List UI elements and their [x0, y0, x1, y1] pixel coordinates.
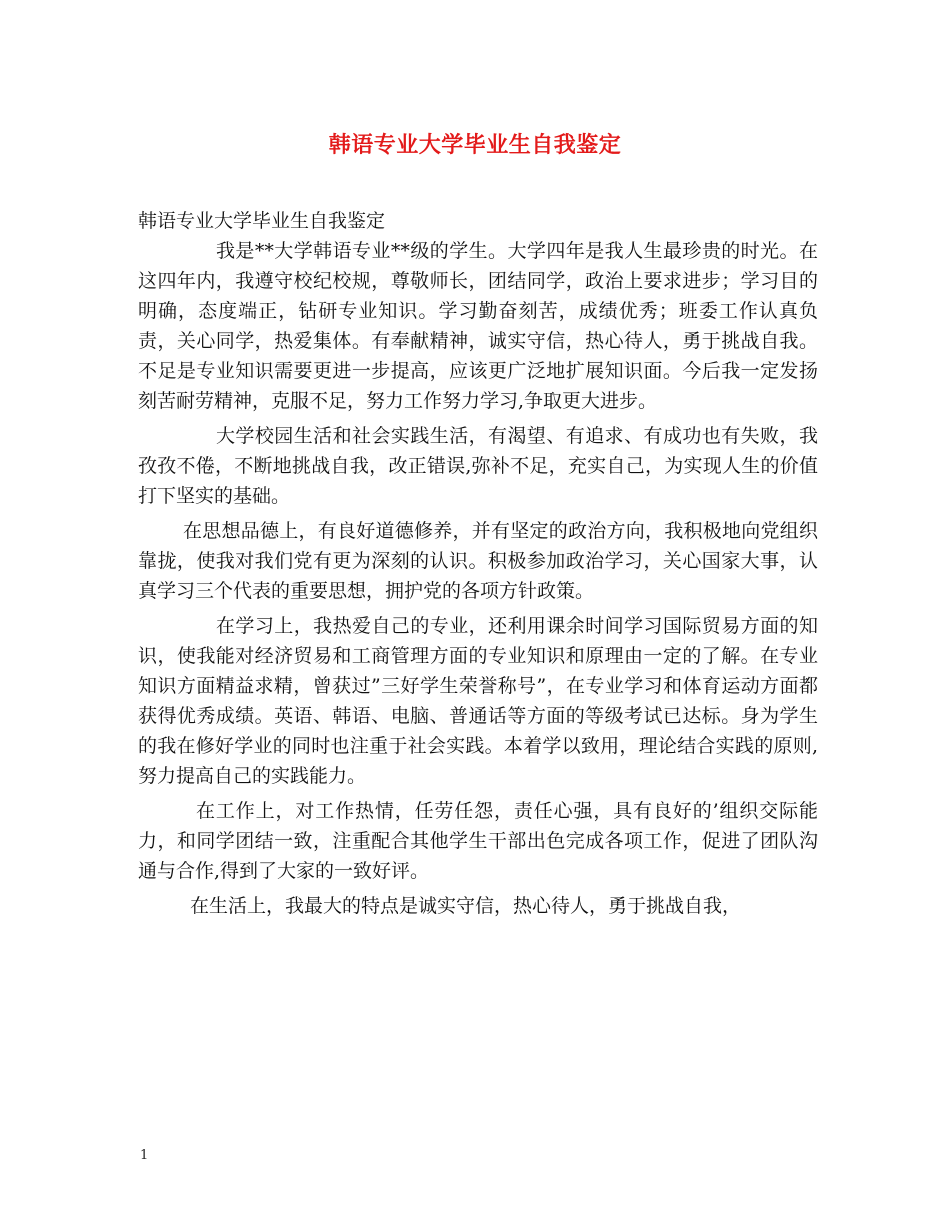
paragraph-morality: 在思想品德上，有良好道德修养，并有坚定的政治方向，我积极地向党组织靠拢，使我对我们党有更为深刻的认识。积极参加政治学习，关心国家大事，认真学习三个代表的重要思想，拥护党的各项方针政策。 [138, 520, 818, 602]
paragraph-intro: 我是**大学韩语专业**级的学生。大学四年是我人生最珍贵的时光。在这四年内，我遵守校纪校规，尊敬师长，团结同学，政治上要求进步；学习目的明确，态度端正，钻研专业知识。学习勤奋刻苦，成绩优秀；班委工作认真负责，关心同学，热爱集体。有奉献精神，诚实守信，热心待人，勇于挑战自我。不足是专业知识需要更进一步提高，应该更广泛地扩展知识面。今后我一定发扬刻苦耐劳精神，克服不足，努力工作努力学习,争取更大进步。 [138, 240, 818, 412]
paragraph-work: 在工作上，对工作热情，任劳任怨，责任心强，具有良好的’组织交际能力，和同学团结一致，注重配合其他学生干部出色完成各项工作，促进了团队沟通与合作,得到了大家的一致好评。 [138, 800, 818, 882]
page-number: 1 [140, 1148, 149, 1163]
document-body [138, 206, 818, 926]
document-title: 韩语专业大学毕业生自我鉴定 [328, 132, 622, 158]
paragraph-campus-life: 大学校园生活和社会实践生活，有渴望、有追求、有成功也有失败，我孜孜不倦，不断地挑战自我，改正错误,弥补不足，充实自己，为实现人生的价值打下坚实的基础。 [138, 425, 818, 507]
document-subtitle: 韩语专业大学毕业生自我鉴定 [138, 210, 386, 232]
paragraph-study: 在学习上，我热爱自己的专业，还利用课余时间学习国际贸易方面的知识，使我能对经济贸易和工商管理方面的专业知识和原理由一定的了解。在专业知识方面精益求精，曾获过”三好学生荣誉称号”，在专业学习和体育运动方面都获得优秀成绩。英语、韩语、电脑、普通话等方面的等级考试已达标。身为学生的我在修好学业的同时也注重于社会实践。本着学以致用，理论结合实践的原则,努力提高自己的实践能力。 [138, 615, 818, 787]
paragraph-life: 在生活上，我最大的特点是诚实守信，热心待人，勇于挑战自我， [190, 895, 742, 917]
